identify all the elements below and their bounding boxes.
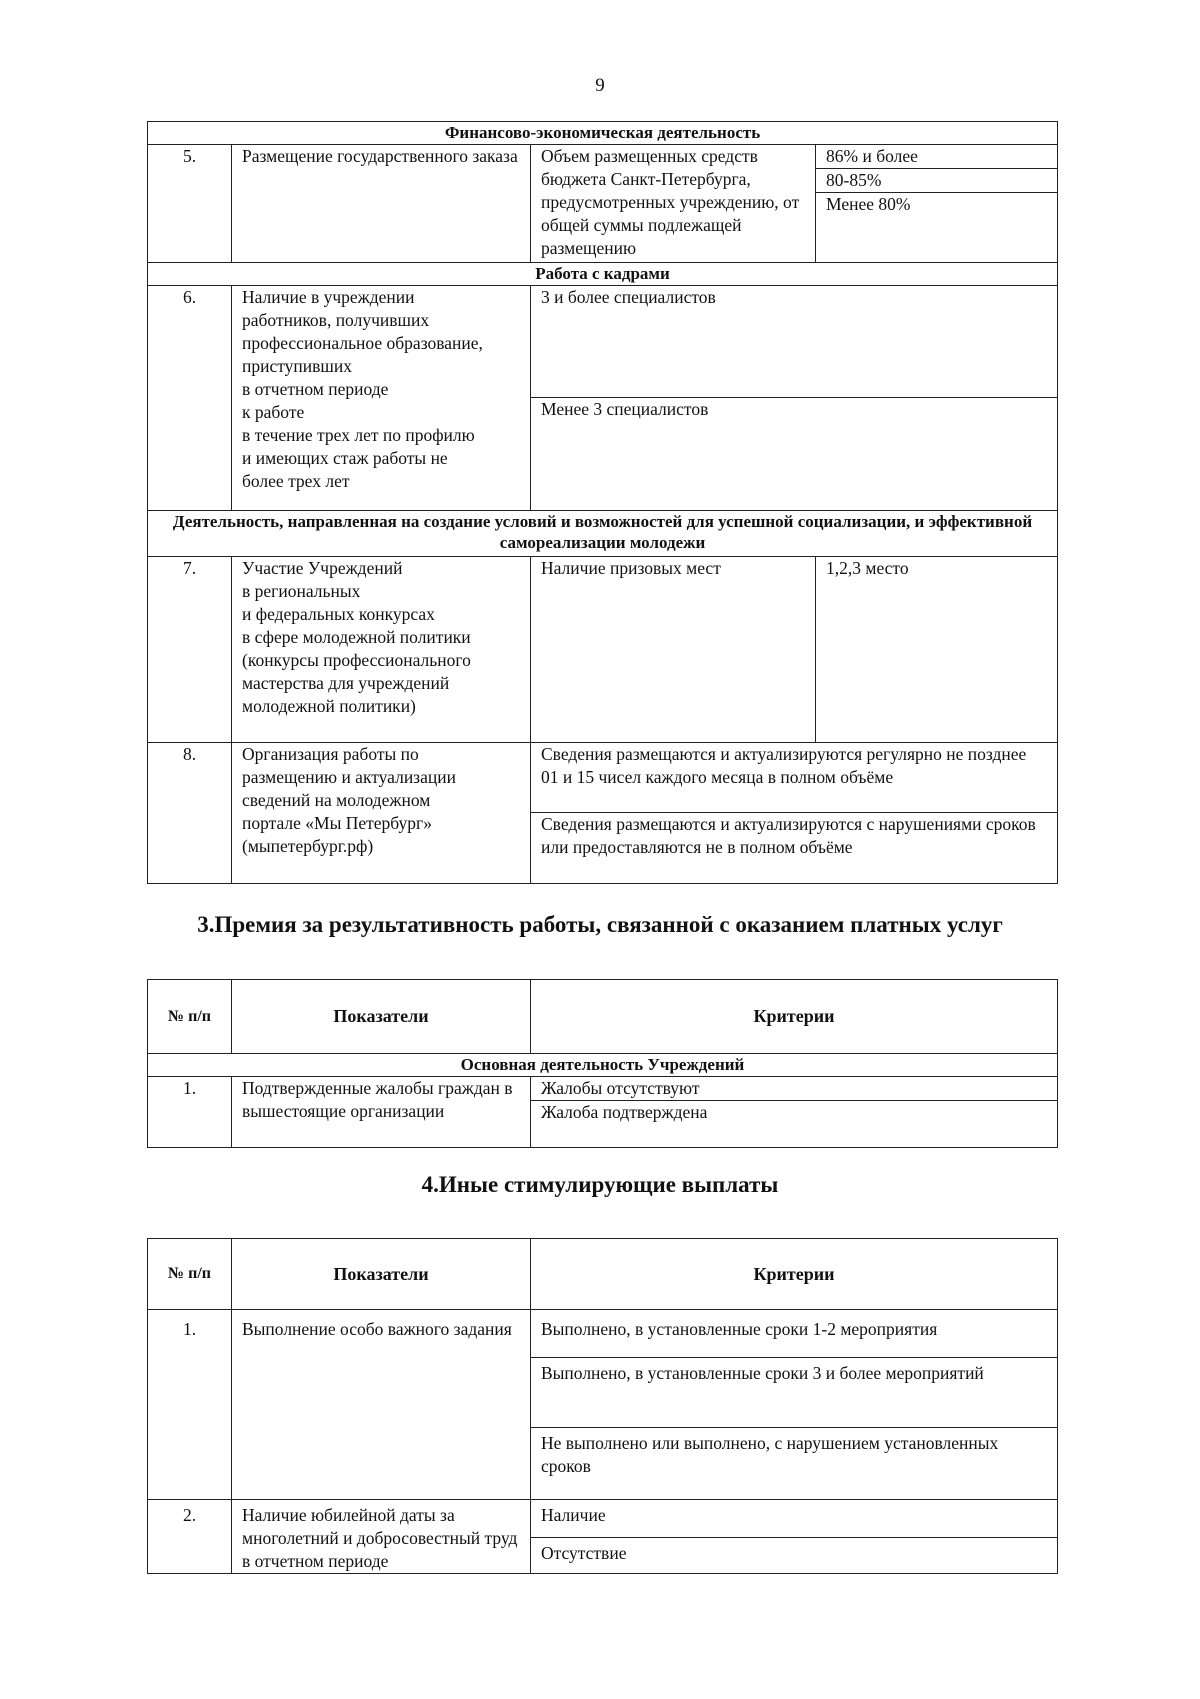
row-number: 2. xyxy=(148,1500,232,1574)
col-header-criteria: Критерии xyxy=(531,1239,1058,1310)
indicator-cell: Наличие юбилейной даты за многолетний и добросовестный труд в отчетном периоде xyxy=(232,1500,531,1574)
indicator-line: к работе xyxy=(242,402,305,422)
indicator-line: в отчетном периоде xyxy=(242,379,389,399)
criterion-cell: Выполнено, в установленные сроки 1-2 мероприятия xyxy=(531,1310,1058,1358)
indicator-cell: Размещение государственного заказа xyxy=(232,145,531,263)
col-header-indicators: Показатели xyxy=(232,1239,531,1310)
other-incentives-table xyxy=(147,1238,1058,1574)
criterion-cell: 3 и более специалистов xyxy=(531,286,1058,398)
value-cell: Менее 80% xyxy=(816,193,1058,263)
indicator-line: (мыпетербург.рф) xyxy=(242,836,374,856)
section-title-staff: Работа с кадрами xyxy=(148,263,1058,286)
col-header-number: № п/п xyxy=(148,1239,232,1310)
section3-heading: 3.Премия за результативность работы, связанной с оказанием платных услуг xyxy=(197,912,1003,937)
row-number: 1. xyxy=(148,1310,232,1500)
page-number: 9 xyxy=(595,75,605,96)
criterion-cell: Сведения размещаются и актуализируются с нарушениями сроков или предоставляются не в полном объёме xyxy=(531,813,1058,884)
row-number: 6. xyxy=(148,286,232,511)
row-number: 1. xyxy=(148,1077,232,1148)
value-cell: 86% и более xyxy=(816,145,1058,169)
indicator-line: портале «Мы Петербург» xyxy=(242,813,432,833)
criterion-cell: Менее 3 специалистов xyxy=(531,398,1058,511)
indicator-cell: Выполнение особо важного задания xyxy=(232,1310,531,1500)
criterion-cell: Наличие xyxy=(531,1500,1058,1538)
criterion-cell: Объем размещенных средств бюджета Санкт-Петербурга, предусмотренных учреждению, от общей суммы подлежащей размещению xyxy=(531,145,816,263)
indicator-line: Организация работы по xyxy=(242,744,419,764)
indicator-line: мастерства для учреждений xyxy=(242,673,450,693)
indicator-cell: Подтвержденные жалобы граждан в вышестоящие организации xyxy=(232,1077,531,1148)
col-header-number: № п/п xyxy=(148,980,232,1054)
criterion-cell: Выполнено, в установленные сроки 3 и более мероприятий xyxy=(531,1358,1058,1428)
indicator-line: профессиональное образование, xyxy=(242,333,483,353)
row-number: 7. xyxy=(148,557,232,743)
indicator-line: Наличие в учреждении xyxy=(242,287,415,307)
col-header-indicators: Показатели xyxy=(232,980,531,1054)
indicator-line: работников, получивших xyxy=(242,310,430,330)
criteria-table-continued xyxy=(147,121,1058,884)
value-cell: 80-85% xyxy=(816,169,1058,193)
criterion-cell: Жалобы отсутствуют xyxy=(531,1077,1058,1101)
row-number: 8. xyxy=(148,743,232,884)
section4-heading: 4.Иные стимулирующие выплаты xyxy=(421,1172,779,1197)
indicator-line: более трех лет xyxy=(242,471,350,491)
indicator-line: Участие Учреждений xyxy=(242,558,403,578)
indicator-line: в сфере молодежной политики xyxy=(242,627,471,647)
indicator-cell xyxy=(232,743,531,884)
section-title-finance: Финансово-экономическая деятельность xyxy=(148,122,1058,145)
indicator-line: размещению и актуализации xyxy=(242,767,456,787)
subsection-title: Основная деятельность Учреждений xyxy=(148,1054,1058,1077)
paid-services-table xyxy=(147,979,1058,1148)
criterion-cell: Наличие призовых мест xyxy=(531,557,816,743)
indicator-line: приступивших xyxy=(242,356,352,376)
col-header-criteria: Критерии xyxy=(531,980,1058,1054)
criterion-cell: Сведения размещаются и актуализируются регулярно не позднее 01 и 15 чисел каждого месяца в полном объёме xyxy=(531,743,1058,813)
indicator-line: (конкурсы профессионального xyxy=(242,650,471,670)
indicator-line: молодежной политики) xyxy=(242,696,416,716)
indicator-line: в течение трех лет по профилю xyxy=(242,425,475,445)
value-cell: 1,2,3 место xyxy=(816,557,1058,743)
criterion-cell: Не выполнено или выполнено, с нарушением установленных сроков xyxy=(531,1428,1058,1500)
indicator-line: и федеральных конкурсах xyxy=(242,604,435,624)
indicator-line: в региональных xyxy=(242,581,361,601)
criterion-cell: Отсутствие xyxy=(531,1537,1058,1574)
criterion-cell: Жалоба подтверждена xyxy=(531,1101,1058,1148)
row-number: 5. xyxy=(148,145,232,263)
indicator-line: сведений на молодежном xyxy=(242,790,431,810)
section-title-youth: Деятельность, направленная на создание условий и возможностей для успешной социализации, и эффективной самореализации молодежи xyxy=(148,511,1058,557)
indicator-cell xyxy=(232,557,531,743)
indicator-line: и имеющих стаж работы не xyxy=(242,448,448,468)
indicator-cell xyxy=(232,286,531,511)
